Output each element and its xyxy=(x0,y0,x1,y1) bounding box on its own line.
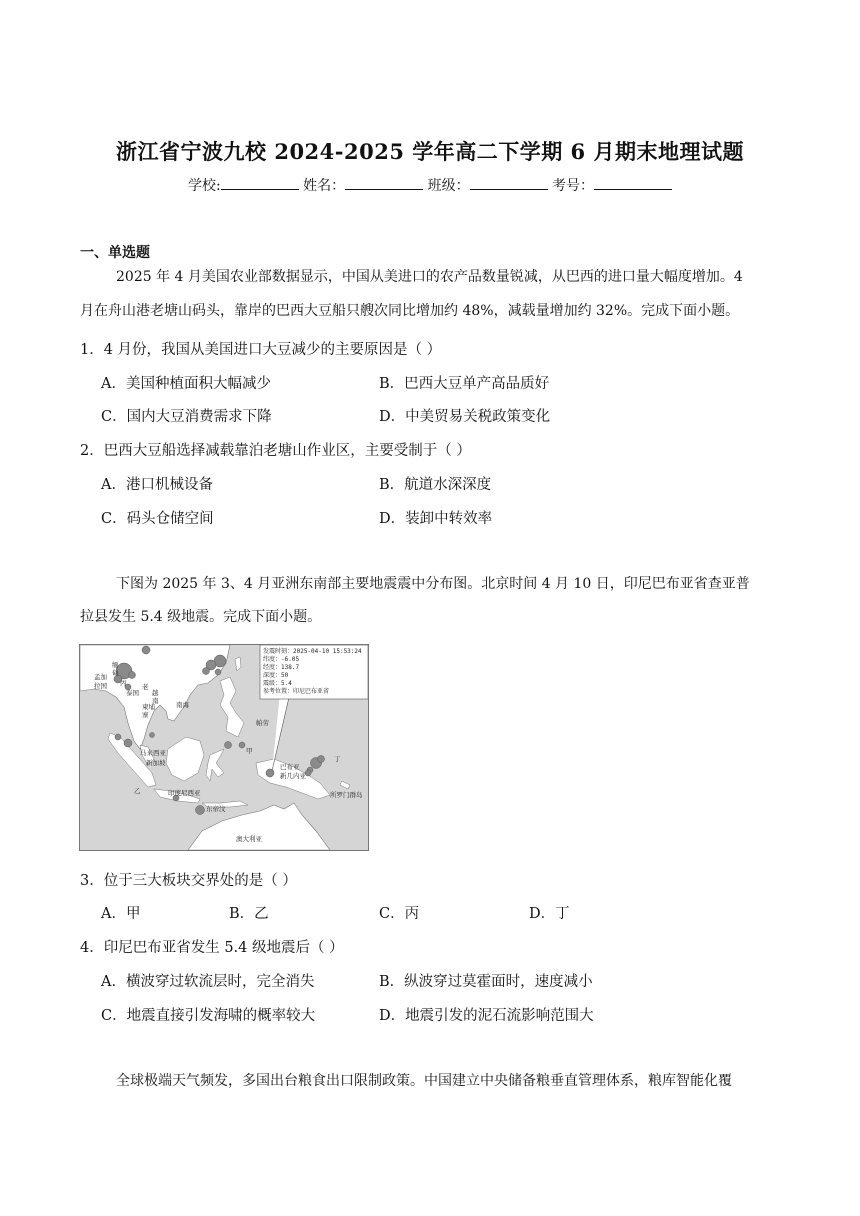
q2-option-d[interactable]: D．装卸中转效率 xyxy=(379,511,493,527)
label-yi: 乙 xyxy=(134,787,141,795)
epicenter-dot xyxy=(266,769,274,777)
callout-pointer xyxy=(272,693,290,771)
epicenter-dot xyxy=(215,669,221,675)
student-info-line xyxy=(0,175,860,195)
label-myanmar-1: 缅 xyxy=(112,661,119,669)
earthquake-map xyxy=(79,644,369,851)
exam-number-blank[interactable] xyxy=(594,177,672,190)
label-png-2: 新几内亚 xyxy=(280,772,306,780)
map-svg xyxy=(80,645,368,850)
question-3-stem: 3．位于三大板块交界处的是（ ） xyxy=(80,873,297,889)
q4-option-a[interactable]: A．横波穿过软流层时，完全消失 xyxy=(101,974,315,990)
callout-line-5: 震级：5.4 xyxy=(263,680,292,687)
epicenter-dot xyxy=(239,742,245,748)
sulawesi xyxy=(206,749,224,781)
passage1-line2: 月在舟山港老塘山码头，靠岸的巴西大豆船只艘次同比增加约 48%，减载量增加约 32%。完成下面小题。 xyxy=(80,303,740,319)
q1-option-a[interactable]: A．美国种植面积大幅减少 xyxy=(101,376,271,392)
question-4-stem: 4．印尼巴布亚省发生 5.4 级地震后（ ） xyxy=(80,940,344,956)
label-singapore: 新加坡 xyxy=(146,759,166,767)
epicenter-dot xyxy=(124,739,132,747)
epicenter-dot xyxy=(203,668,210,675)
epicenter-dot xyxy=(150,733,155,738)
label-malaysia: 马来西亚 xyxy=(140,749,166,757)
label-south-sea: 南海 xyxy=(176,701,189,709)
q4-option-d[interactable]: D．地震引发的泥石流影响范围大 xyxy=(379,1008,594,1024)
label-bing: 丙 xyxy=(120,679,127,687)
philippines xyxy=(220,677,244,737)
school-label: 学校: xyxy=(187,178,221,194)
epicenter-dot xyxy=(318,756,325,763)
question-1-stem: 1．4 月份，我国从美国进口大豆减少的主要原因是（ ） xyxy=(80,342,442,358)
epicenter-dot xyxy=(225,742,232,749)
q2-option-b[interactable]: B．航道水深深度 xyxy=(379,477,492,493)
label-bangladesh-1: 孟加 xyxy=(94,673,107,681)
q3-option-a[interactable]: A．甲 xyxy=(101,906,141,922)
passage2-line2: 拉县发生 5.4 级地震。完成下面小题。 xyxy=(80,609,322,625)
q3-option-c[interactable]: C．丙 xyxy=(379,906,420,922)
name-blank[interactable] xyxy=(345,177,423,190)
q2-option-c[interactable]: C．码头仓储空间 xyxy=(101,511,214,527)
label-vietnam-1: 越 xyxy=(152,689,159,697)
callout-line-4: 深度：50 xyxy=(263,672,289,679)
epicenter-dot xyxy=(115,734,121,740)
label-indonesia: 印度尼西亚 xyxy=(168,789,201,797)
label-myanmar-2: 甸 xyxy=(112,669,119,677)
label-vietnam-2: 南 xyxy=(152,697,159,705)
q2-option-a[interactable]: A．港口机械设备 xyxy=(101,477,213,493)
label-png-1: 巴布亚 xyxy=(280,763,300,771)
class-blank[interactable] xyxy=(470,177,548,190)
label-solomon: 所罗门群岛 xyxy=(330,791,363,799)
label-jia: 甲 xyxy=(246,747,253,755)
passage3-line1: 全球极端天气频发，多国出台粮食出口限制政策。中国建立中央储备粮垂直管理体系，粮库智能化覆 xyxy=(116,1073,732,1089)
passage1-line1: 2025 年 4 月美国农业部数据显示，中国从美进口的农产品数量锐减，从巴西的进口量大幅度增加。4 xyxy=(116,269,743,285)
q1-option-c[interactable]: C．国内大豆消费需求下降 xyxy=(101,409,272,425)
name-label: 姓名： xyxy=(303,178,346,194)
question-2-stem: 2．巴西大豆船选择减载靠泊老塘山作业区，主要受制于（ ） xyxy=(80,443,471,459)
class-label: 班级： xyxy=(427,178,470,194)
q1-option-d[interactable]: D．中美贸易关税政策变化 xyxy=(379,409,551,425)
label-laos: 老 xyxy=(142,683,149,691)
label-ding: 丁 xyxy=(334,755,341,763)
label-east-timor: 东帝汶 xyxy=(206,805,226,813)
callout-line-6: 参考位置：印尼巴布亚省 xyxy=(263,688,330,695)
school-blank[interactable] xyxy=(221,177,299,190)
callout-line-1: 发震时刻：2025-04-10 15:53:24 xyxy=(263,648,362,655)
passage2-line1: 下图为 2025 年 3、4 月亚洲东南部主要地震震中分布图。北京时间 4 月 10 日，印尼巴布亚省查亚普 xyxy=(116,576,750,592)
label-thailand: 泰国 xyxy=(126,689,139,697)
epicenter-dot xyxy=(129,672,136,679)
section-heading: 一、单选题 xyxy=(80,245,150,261)
solomon-islands xyxy=(340,781,350,789)
label-australia: 澳大利亚 xyxy=(236,835,262,843)
q4-option-b[interactable]: B．纵波穿过莫霍面时，速度减小 xyxy=(379,974,593,990)
callout-line-2: 纬度：-6.05 xyxy=(263,656,300,663)
q3-option-b[interactable]: B．乙 xyxy=(229,906,269,922)
label-cambodia-1: 柬埔 xyxy=(142,703,155,711)
epicenter-dot xyxy=(142,646,150,654)
q4-option-c[interactable]: C．地震直接引发海啸的概率较大 xyxy=(101,1008,316,1024)
q3-option-d[interactable]: D．丁 xyxy=(529,906,570,922)
label-cambodia-2: 寨 xyxy=(142,711,149,719)
label-palau: 帕劳 xyxy=(256,719,269,727)
epicenter-dot xyxy=(196,806,205,815)
callout-line-3: 经度：138.7 xyxy=(263,664,300,671)
q1-option-b[interactable]: B．巴西大豆单产高品质好 xyxy=(379,376,550,392)
taiwan xyxy=(235,657,241,671)
borneo xyxy=(166,737,204,781)
exam-number-label: 考号： xyxy=(552,178,595,194)
label-bangladesh-2: 拉国 xyxy=(94,682,107,690)
page-title: 浙江省宁波九校 2024-2025 学年高二下学期 6 月期末地理试题 xyxy=(116,139,744,164)
